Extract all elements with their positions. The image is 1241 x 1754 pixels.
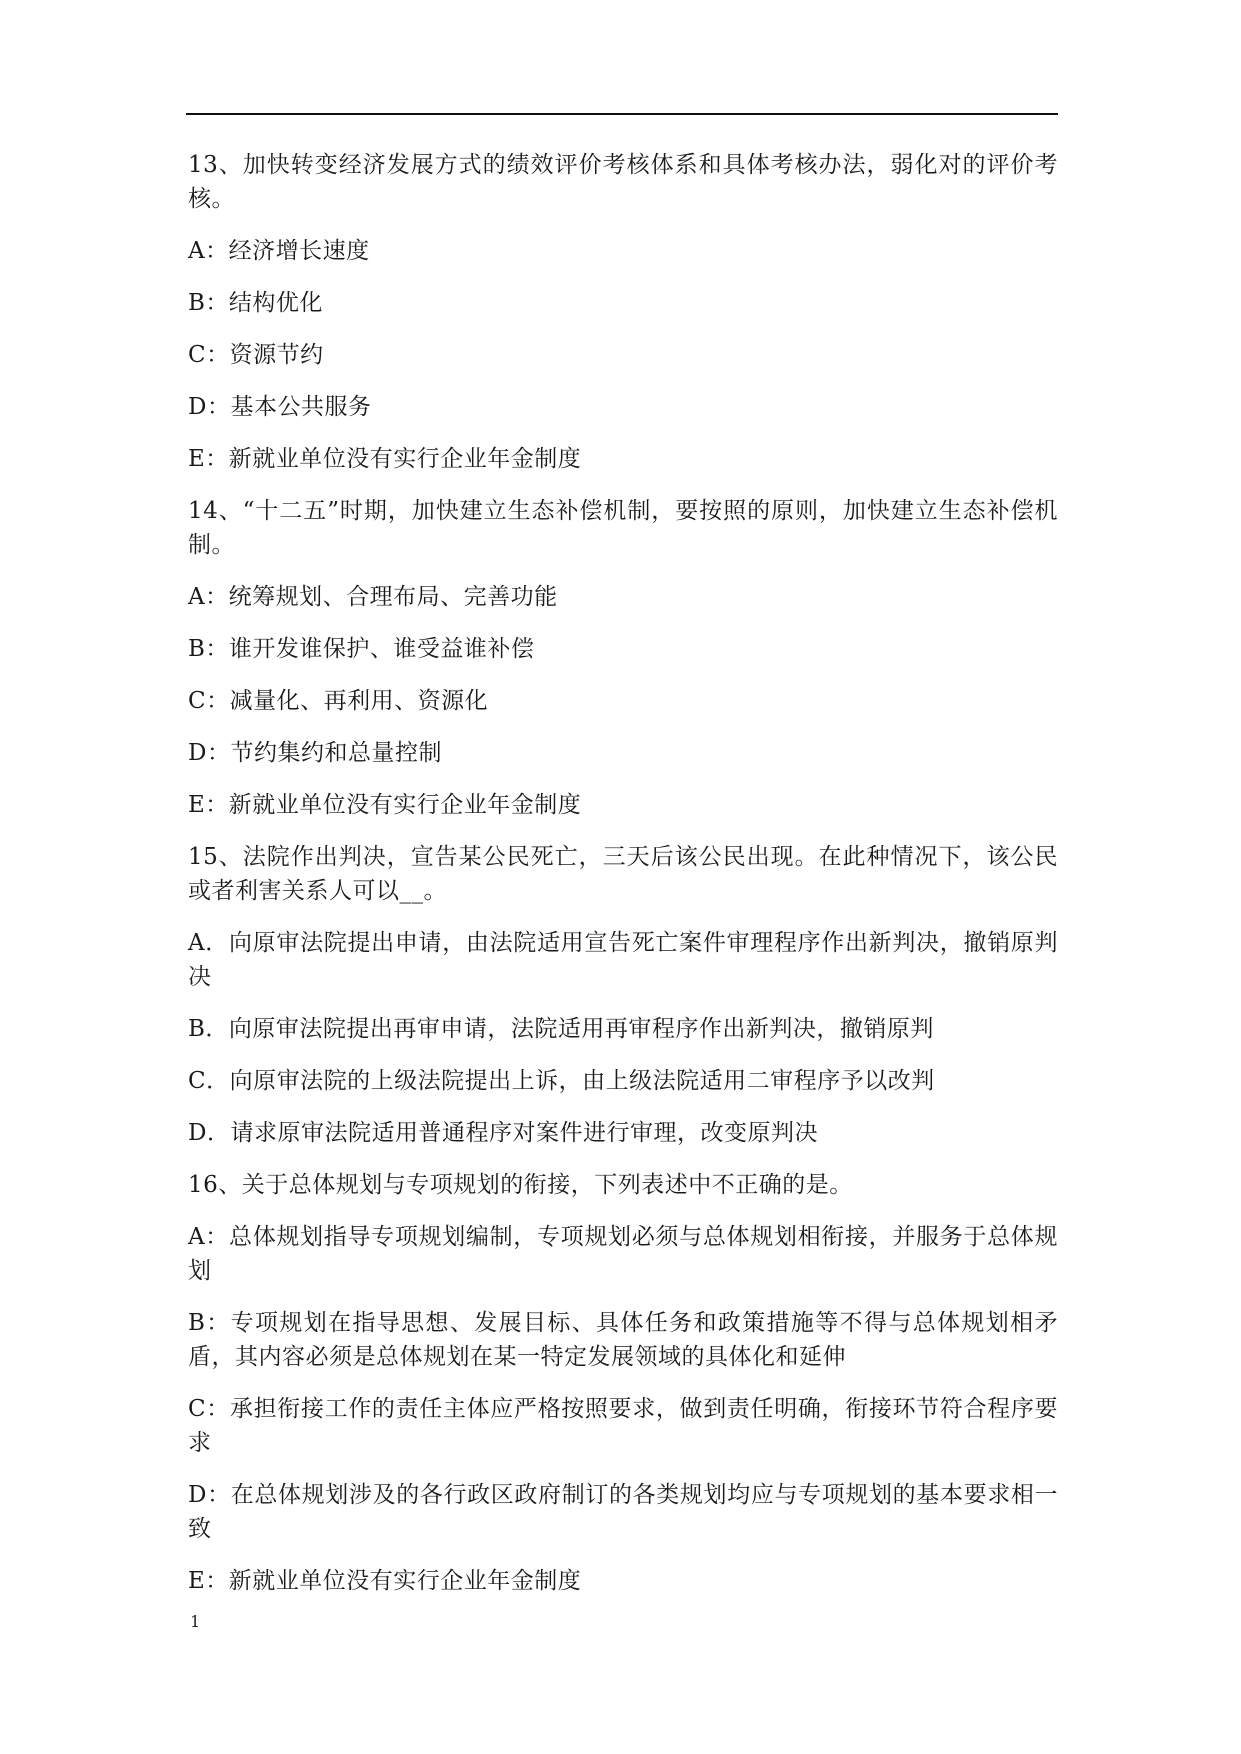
option-b: B：专项规划在指导思想、发展目标、具体任务和政策措施等不得与总体规划相矛盾，其内容必须是总体规划在某一特定发展领域的具体化和延伸 [188, 1310, 1058, 1370]
option-d: D：在总体规划涉及的各行政区政府制订的各类规划均应与专项规划的基本要求相一致 [188, 1482, 1059, 1542]
option-b: B．向原审法院提出再审申请，法院适用再审程序作出新判决，撤销原判 [188, 1016, 934, 1042]
question-14 [188, 494, 1058, 822]
question-stem: 14、“十二五”时期，加快建立生态补偿机制，要按照的原则，加快建立生态补偿机制。 [188, 498, 1058, 558]
option-e: E：新就业单位没有实行企业年金制度 [188, 792, 582, 818]
question-list [188, 148, 1058, 1616]
option-c: C：资源节约 [188, 342, 324, 368]
option-c: C．向原审法院的上级法院提出上诉，由上级法院适用二审程序予以改判 [188, 1068, 935, 1094]
option-c: C：减量化、再利用、资源化 [188, 688, 489, 714]
question-stem: 16、关于总体规划与专项规划的衔接，下列表述中不正确的是。 [188, 1172, 853, 1198]
option-e: E：新就业单位没有实行企业年金制度 [188, 446, 582, 472]
option-e: E：新就业单位没有实行企业年金制度 [188, 1568, 582, 1594]
option-a: A：统筹规划、合理布局、完善功能 [188, 584, 558, 610]
option-b: B：谁开发谁保护、谁受益谁补偿 [188, 636, 535, 662]
page-number: 1 [190, 1612, 201, 1631]
option-d: D：节约集约和总量控制 [188, 740, 442, 766]
header-rule [186, 113, 1058, 115]
option-d: D．请求原审法院适用普通程序对案件进行审理，改变原判决 [188, 1120, 818, 1146]
option-c: C：承担衔接工作的责任主体应严格按照要求，做到责任明确，衔接环节符合程序要求 [188, 1396, 1059, 1456]
question-16 [188, 1168, 1058, 1598]
option-a: A：总体规划指导专项规划编制，专项规划必须与总体规划相衔接，并服务于总体规划 [188, 1224, 1058, 1284]
option-d: D：基本公共服务 [188, 394, 372, 420]
option-a: A．向原审法院提出申请，由法院适用宣告死亡案件审理程序作出新判决，撤销原判决 [188, 930, 1058, 990]
question-stem: 13、加快转变经济发展方式的绩效评价考核体系和具体考核办法，弱化对的评价考核。 [188, 152, 1058, 212]
option-b: B：结构优化 [188, 290, 323, 316]
question-15 [188, 840, 1058, 1150]
question-13 [188, 148, 1058, 476]
option-a: A：经济增长速度 [188, 238, 370, 264]
question-stem: 15、法院作出判决，宣告某公民死亡，三天后该公民出现。在此种情况下，该公民或者利害关系人可以__。 [188, 844, 1058, 904]
